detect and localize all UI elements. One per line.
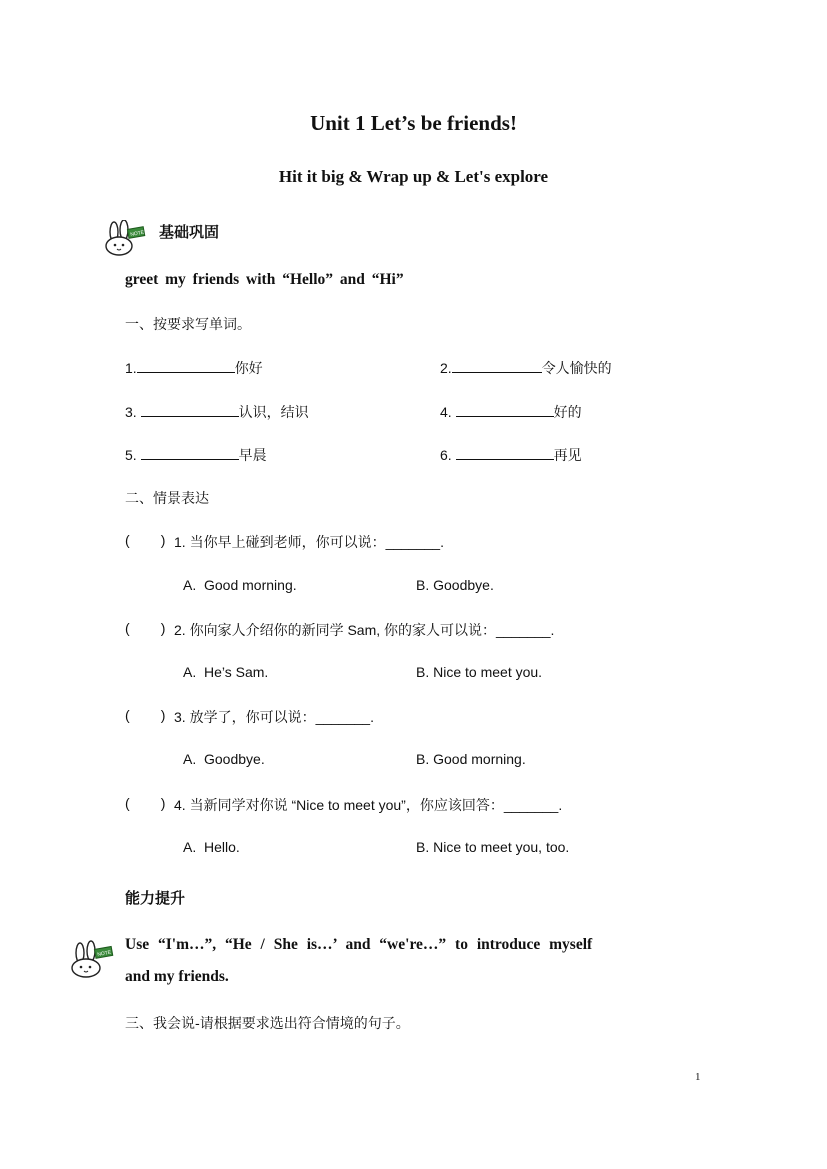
page-title: Unit 1 Let’s be friends! — [310, 111, 517, 135]
answer-blank[interactable] — [452, 358, 542, 373]
option-a[interactable]: A. Goodbye. — [183, 751, 265, 767]
part1-heading: 一、按要求写单词。 — [125, 317, 251, 333]
option-a[interactable]: A. Hello. — [183, 839, 240, 855]
option-b[interactable]: B. Good morning. — [416, 751, 526, 767]
note-label: NOTE — [129, 229, 145, 238]
question-stem: 4. 当新同学对你说 “Nice to meet you”，你应该回答：_______. — [174, 797, 563, 813]
option-b[interactable]: B. Nice to meet you. — [416, 664, 543, 680]
question-bracket[interactable]: ( ) — [125, 532, 166, 548]
item-number: 3. — [125, 404, 137, 420]
question-stem: 1. 当你早上碰到老师，你可以说：_______. — [174, 534, 444, 550]
note-label: NOTE — [96, 949, 112, 958]
word-item-3 — [125, 402, 309, 422]
word-item-2 — [440, 358, 612, 378]
word-item-4 — [440, 402, 582, 422]
option-b[interactable]: B. Nice to meet you, too. — [416, 839, 570, 855]
question-bracket[interactable]: ( ) — [125, 707, 166, 723]
question-stem: 2. 你向家人介绍你的新同学 Sam, 你的家人可以说：_______. — [174, 622, 555, 638]
item-hint: 好的 — [553, 405, 582, 421]
word-item-5 — [125, 445, 267, 465]
word-item-1 — [125, 358, 263, 378]
item-hint: 再见 — [553, 448, 582, 464]
part3-heading: 三、我会说-请根据要求选出符合情境的句子。 — [125, 1016, 410, 1032]
item-number: 4. — [440, 404, 452, 420]
item-hint: 认识，结识 — [238, 405, 309, 421]
objective-greet: greet my friends with “Hello” and “Hi” — [125, 271, 404, 288]
item-number: 6. — [440, 447, 452, 463]
bunny-note-icon — [100, 220, 148, 256]
item-hint: 你好 — [234, 361, 263, 377]
part2-heading: 二、情景表达 — [125, 491, 209, 507]
item-hint: 令人愉快的 — [541, 361, 612, 377]
item-number: 5. — [125, 447, 137, 463]
answer-blank[interactable] — [456, 445, 554, 460]
answer-blank[interactable] — [456, 402, 554, 417]
answer-blank[interactable] — [141, 445, 239, 460]
option-a[interactable]: A. He’s Sam. — [183, 664, 269, 680]
answer-blank[interactable] — [137, 358, 235, 373]
item-number: 1. — [125, 360, 137, 376]
question-stem: 3. 放学了，你可以说：_______. — [174, 709, 374, 725]
bunny-note-icon — [66, 940, 118, 978]
page-number: 1 — [695, 1071, 701, 1083]
option-a[interactable]: A. Good morning. — [183, 577, 297, 593]
objective-introduce-line2: and my friends. — [125, 968, 229, 985]
item-number: 2. — [440, 360, 452, 376]
question-bracket[interactable]: ( ) — [125, 795, 166, 811]
section-basic-heading: 基础巩固 — [159, 223, 220, 241]
answer-blank[interactable] — [141, 402, 239, 417]
option-b[interactable]: B. Goodbye. — [416, 577, 494, 593]
word-item-6 — [440, 445, 582, 465]
item-hint: 早晨 — [238, 448, 267, 464]
page-subtitle: Hit it big & Wrap up & Let's explore — [278, 167, 549, 186]
section-ability-heading: 能力提升 — [125, 889, 186, 907]
objective-introduce-line1: Use “I'm…”, “He / She is…’ and “we're…” to introduce myself — [125, 936, 593, 953]
question-bracket[interactable]: ( ) — [125, 620, 166, 636]
